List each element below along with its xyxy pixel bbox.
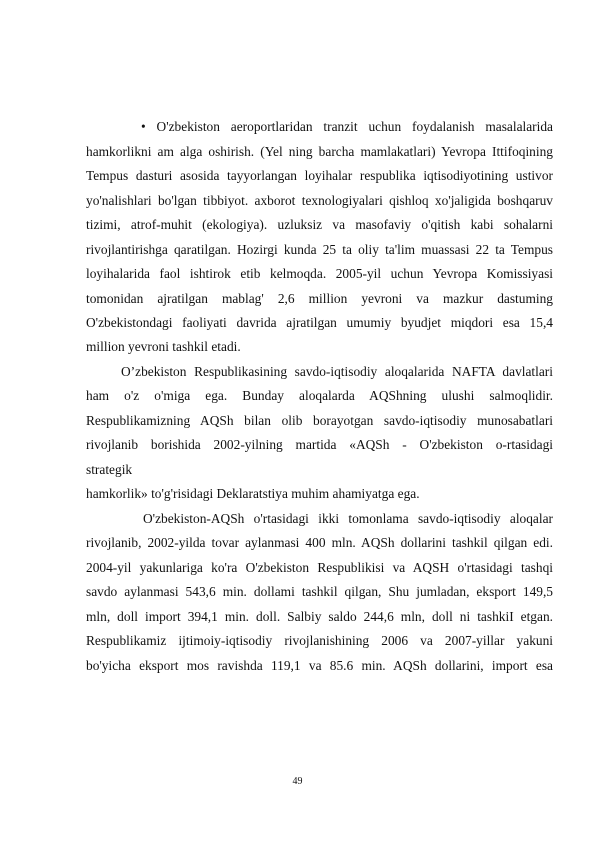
paragraph-1-line-3: Tempus dasturi asosida tayyorlangan loyihalar respublika iqtisodiyotining ustivor (86, 168, 553, 183)
paragraph-2-line-3: Respublikamizning AQSh bilan olib borayotgan savdo-iqtisodiy munosabatlari (86, 413, 553, 428)
paragraph-3-line-3: 2004-yil yakunlariga ko'ra O'zbekiston Respublikisi va AQSH o'rtasidagi tashqi (86, 560, 553, 575)
paragraph-3-line-1: O'zbekiston-AQSh o'rtasidagi ikki tomonlama savdo-iqtisodiy aloqalar (143, 511, 553, 526)
paragraph-3-line-6: Respublikamiz ijtimoiy-iqtisodiy rivojlanishining 2006 va 2007-yillar yakuni (86, 633, 553, 648)
paragraph-2-line-4: rivojlanib borishida 2002-yilning martida «AQSh - O'zbekiston o-rtasidagi (86, 437, 553, 452)
paragraph-2-line-6: hamkorlik» to'g'risidagi Deklaratstiya muhim ahamiyatga ega. (86, 486, 420, 501)
paragraph-1-line-1: • O'zbekiston aeroportlaridan tranzit uchun foydalanish masalalarida (141, 119, 553, 134)
paragraph-1-line-2: hamkorlikni am alga oshirish. (Yel ning barcha mamlakatlari) Yevropa Ittifoqining (86, 144, 553, 159)
page-number: 49 (292, 776, 303, 787)
paragraph-1-line-6: rivojlantirishga qaratilgan. Hozirgi kunda 25 ta oliy ta'lim muassasi 22 ta Tempus (86, 242, 553, 257)
paragraph-1-line-8: tomonidan ajratilgan mablag' 2,6 million yevroni va mazkur dastuming (86, 291, 553, 306)
paragraph-3-line-7: bo'yicha eksport mos ravishda 119,1 va 85.6 min. AQSh dollarini, import esa (86, 658, 553, 673)
paragraph-1-line-4: yo'nalishlari bo'lgan tibbiyot. axborot texnologiyalari qishloq xo'jaligida boshqaruv (86, 193, 553, 208)
paragraph-1-line-5: tizimi, atrof-muhit (ekologiya). uzluksiz va masofaviy o'qitish kabi sohalarni (86, 217, 553, 232)
paragraph-1-line-9: O'zbekistondagi faoliyati davrida ajratilgan umumiy byudjet miqdori esa 15,4 (86, 315, 553, 330)
paragraph-1-line-10: million yevroni tashkil etadi. (86, 339, 241, 354)
paragraph-3-line-5: mln, doll import 394,1 min. doll. Salbiy saldo 244,6 mln, doll ni tashkiI etgan. (86, 609, 553, 624)
paragraph-2-line-1: O’zbekiston Respublikasining savdo-iqtisodiy aloqalarida NAFTA davlatlari (121, 364, 553, 379)
paragraph-2-line-2: ham o'z o'miga ega. Bunday aloqalarda AQShning ulushi salmoqlidir. (86, 388, 553, 403)
paragraph-1-line-7: loyihalarida faol ishtirok etib kelmoqda. 2005-yil uchun Yevropa Komissiyasi (86, 266, 553, 281)
paragraph-3-line-4: savdo aylanmasi 543,6 min. dollami tashkil qilgan, Shu jumladan, eksport 149,5 (86, 584, 553, 599)
paragraph-3-line-2: rivojlanib, 2002-yilda tovar aylanmasi 400 mln. AQSh dollarini tashkil qilgan edi. (86, 535, 553, 550)
paragraph-2-line-5: strategik (86, 462, 133, 477)
